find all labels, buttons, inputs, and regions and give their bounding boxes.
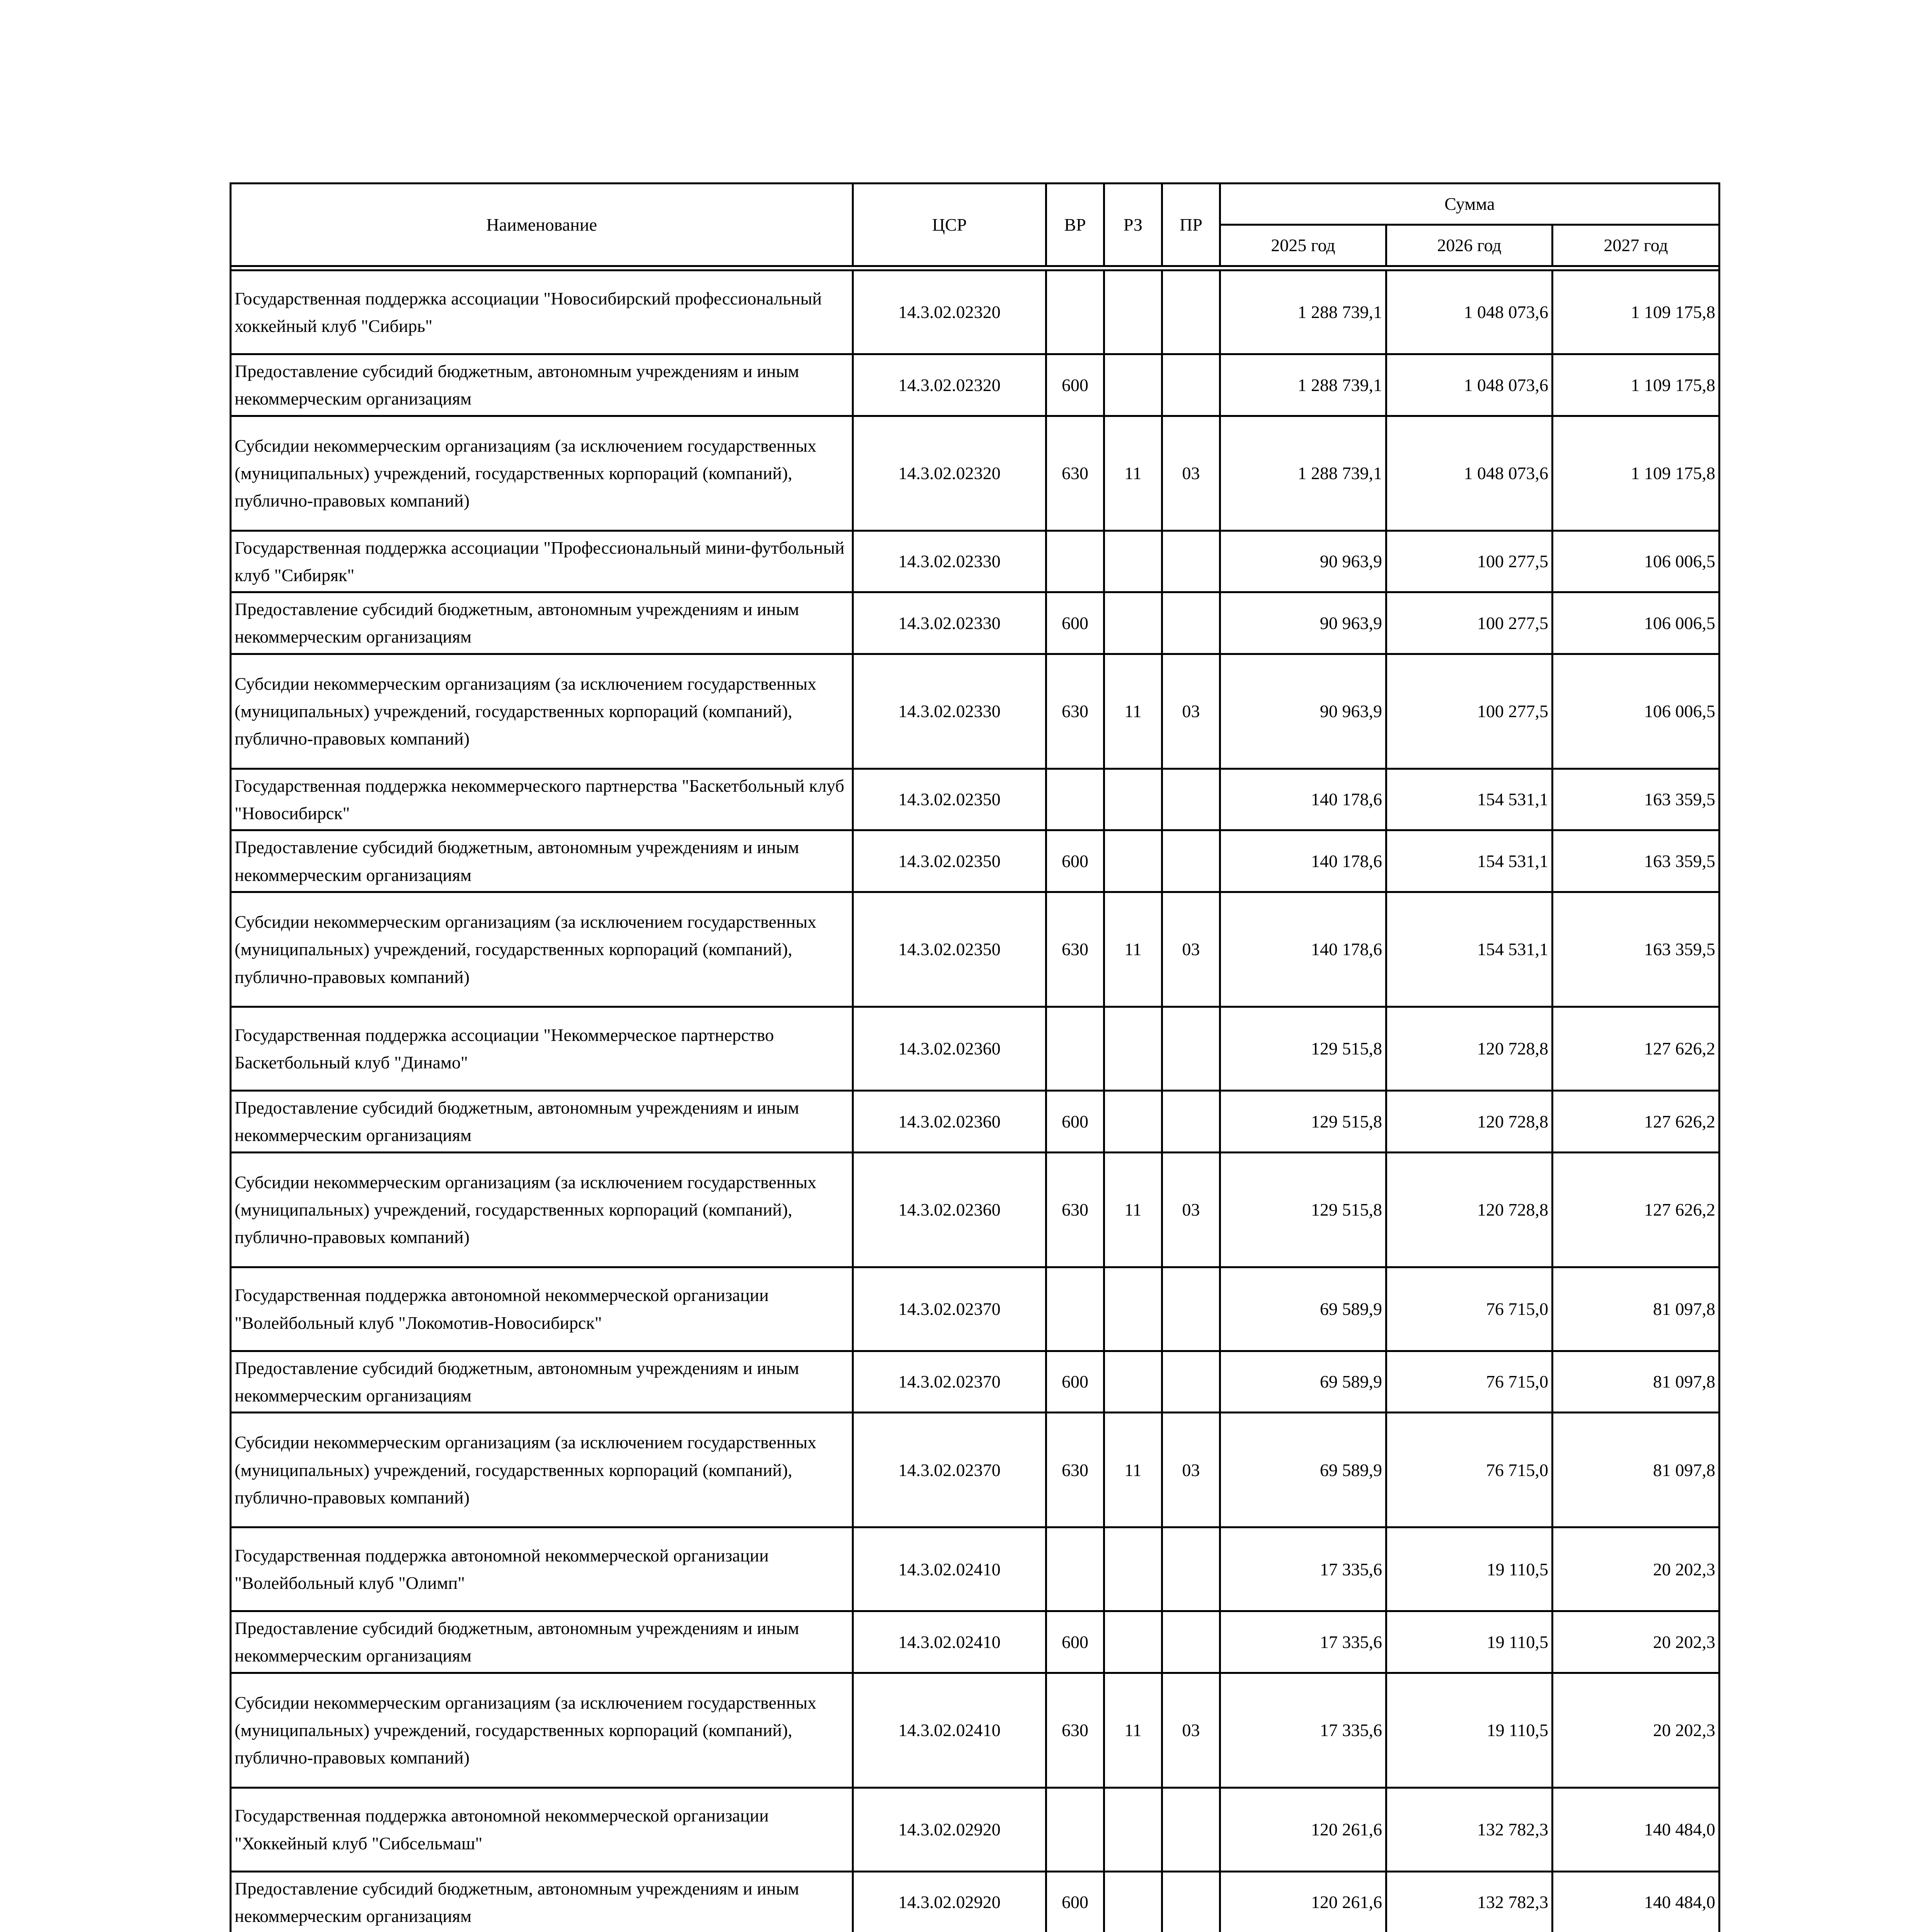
- row-pr: [1162, 592, 1220, 654]
- row-vr: [1046, 270, 1104, 354]
- table-row: [231, 354, 1720, 416]
- row-amount-2027: 140 484,0: [1553, 1787, 1720, 1871]
- row-amount-2026: 1 048 073,6: [1386, 270, 1553, 354]
- row-name: Предоставление субсидий бюджетным, автономным учреждениям и иным некоммерческим организациям: [231, 1611, 853, 1673]
- row-csr: 14.3.02.02350: [853, 830, 1046, 892]
- row-csr: 14.3.02.02370: [853, 1267, 1046, 1351]
- column-header-vr: ВР: [1046, 184, 1104, 266]
- row-pr: [1162, 1527, 1220, 1611]
- row-rz: [1104, 270, 1162, 354]
- row-amount-2025: 120 261,6: [1220, 1871, 1386, 1932]
- table-row: [231, 654, 1720, 769]
- row-amount-2026: 1 048 073,6: [1386, 416, 1553, 531]
- row-amount-2027: 81 097,8: [1553, 1413, 1720, 1527]
- row-rz: [1104, 1267, 1162, 1351]
- row-vr: 630: [1046, 654, 1104, 769]
- row-pr: 03: [1162, 654, 1220, 769]
- column-header-sum: Сумма: [1220, 184, 1720, 225]
- row-name: Субсидии некоммерческим организациям (за исключением государственных (муниципальных) учреждений, государственных корпораций (компаний), публично-правовых компаний): [231, 416, 853, 531]
- row-amount-2026: 100 277,5: [1386, 592, 1553, 654]
- row-amount-2027: 163 359,5: [1553, 892, 1720, 1007]
- row-amount-2025: 129 515,8: [1220, 1152, 1386, 1267]
- row-vr: [1046, 769, 1104, 830]
- row-name: Субсидии некоммерческим организациям (за исключением государственных (муниципальных) учреждений, государственных корпораций (компаний), публично-правовых компаний): [231, 892, 853, 1007]
- row-rz: 11: [1104, 654, 1162, 769]
- row-csr: 14.3.02.02370: [853, 1413, 1046, 1527]
- row-amount-2027: 140 484,0: [1553, 1871, 1720, 1932]
- row-vr: 630: [1046, 1673, 1104, 1787]
- row-amount-2026: 120 728,8: [1386, 1090, 1553, 1152]
- row-amount-2025: 129 515,8: [1220, 1090, 1386, 1152]
- row-amount-2026: 132 782,3: [1386, 1871, 1553, 1932]
- row-name: Государственная поддержка автономной некоммерческой организации "Волейбольный клуб "Локомотив-Новосибирск": [231, 1267, 853, 1351]
- column-header-name: Наименование: [231, 184, 853, 266]
- row-rz: [1104, 1090, 1162, 1152]
- row-amount-2026: 76 715,0: [1386, 1267, 1553, 1351]
- row-amount-2026: 19 110,5: [1386, 1673, 1553, 1787]
- column-header-2027: 2027 год: [1553, 225, 1720, 266]
- table-row: [231, 769, 1720, 830]
- row-rz: 11: [1104, 416, 1162, 531]
- table-row: [231, 531, 1720, 592]
- table-row: [231, 830, 1720, 892]
- table-row: [231, 1007, 1720, 1090]
- table-row: [231, 1787, 1720, 1871]
- row-csr: 14.3.02.02330: [853, 592, 1046, 654]
- row-amount-2026: 154 531,1: [1386, 892, 1553, 1007]
- row-csr: 14.3.02.02920: [853, 1871, 1046, 1932]
- row-amount-2026: 76 715,0: [1386, 1351, 1553, 1413]
- column-header-rz: РЗ: [1104, 184, 1162, 266]
- table-row: [231, 592, 1720, 654]
- row-pr: [1162, 1351, 1220, 1413]
- row-csr: 14.3.02.02320: [853, 354, 1046, 416]
- row-amount-2027: 20 202,3: [1553, 1673, 1720, 1787]
- row-pr: [1162, 1267, 1220, 1351]
- row-vr: 630: [1046, 892, 1104, 1007]
- row-csr: 14.3.02.02350: [853, 769, 1046, 830]
- table-row: [231, 1152, 1720, 1267]
- row-vr: 600: [1046, 1090, 1104, 1152]
- column-header-2025: 2025 год: [1220, 225, 1386, 266]
- table-row: [231, 270, 1720, 354]
- row-rz: [1104, 354, 1162, 416]
- row-name: Государственная поддержка автономной некоммерческой организации "Волейбольный клуб "Олимп": [231, 1527, 853, 1611]
- row-name: Субсидии некоммерческим организациям (за исключением государственных (муниципальных) учреждений, государственных корпораций (компаний), публично-правовых компаний): [231, 1152, 853, 1267]
- row-amount-2027: 81 097,8: [1553, 1351, 1720, 1413]
- row-pr: [1162, 769, 1220, 830]
- header-separator-cell: [231, 266, 1720, 270]
- row-pr: 03: [1162, 1152, 1220, 1267]
- row-csr: 14.3.02.02370: [853, 1351, 1046, 1413]
- row-amount-2027: 1 109 175,8: [1553, 416, 1720, 531]
- row-csr: 14.3.02.02330: [853, 654, 1046, 769]
- row-pr: [1162, 270, 1220, 354]
- row-pr: 03: [1162, 1673, 1220, 1787]
- row-pr: [1162, 354, 1220, 416]
- row-amount-2025: 69 589,9: [1220, 1351, 1386, 1413]
- row-amount-2025: 17 335,6: [1220, 1673, 1386, 1787]
- row-amount-2025: 90 963,9: [1220, 654, 1386, 769]
- row-vr: 600: [1046, 830, 1104, 892]
- row-vr: [1046, 1527, 1104, 1611]
- row-amount-2025: 69 589,9: [1220, 1267, 1386, 1351]
- row-amount-2027: 106 006,5: [1553, 531, 1720, 592]
- row-amount-2025: 140 178,6: [1220, 892, 1386, 1007]
- row-amount-2025: 140 178,6: [1220, 830, 1386, 892]
- row-amount-2027: 127 626,2: [1553, 1007, 1720, 1090]
- row-vr: 630: [1046, 1152, 1104, 1267]
- row-vr: 600: [1046, 1611, 1104, 1673]
- row-csr: 14.3.02.02410: [853, 1527, 1046, 1611]
- row-name: Субсидии некоммерческим организациям (за исключением государственных (муниципальных) учреждений, государственных корпораций (компаний), публично-правовых компаний): [231, 654, 853, 769]
- row-amount-2025: 140 178,6: [1220, 769, 1386, 830]
- row-amount-2027: 127 626,2: [1553, 1090, 1720, 1152]
- row-pr: [1162, 1871, 1220, 1932]
- row-csr: 14.3.02.02320: [853, 416, 1046, 531]
- row-amount-2026: 1 048 073,6: [1386, 354, 1553, 416]
- row-amount-2025: 17 335,6: [1220, 1611, 1386, 1673]
- row-rz: [1104, 1787, 1162, 1871]
- row-amount-2026: 100 277,5: [1386, 654, 1553, 769]
- row-rz: [1104, 592, 1162, 654]
- row-csr: 14.3.02.02360: [853, 1152, 1046, 1267]
- row-vr: [1046, 1007, 1104, 1090]
- column-header-2026: 2026 год: [1386, 225, 1553, 266]
- table-row: [231, 1267, 1720, 1351]
- row-amount-2026: 120 728,8: [1386, 1152, 1553, 1267]
- table-row: [231, 1611, 1720, 1673]
- row-name: Государственная поддержка некоммерческого партнерства "Баскетбольный клуб "Новосибирск": [231, 769, 853, 830]
- table-row: [231, 1413, 1720, 1527]
- row-rz: 11: [1104, 1413, 1162, 1527]
- row-amount-2025: 129 515,8: [1220, 1007, 1386, 1090]
- row-name: Государственная поддержка ассоциации "Профессиональный мини-футбольный клуб "Сибиряк": [231, 531, 853, 592]
- table-row: [231, 892, 1720, 1007]
- row-rz: [1104, 1871, 1162, 1932]
- row-amount-2027: 1 109 175,8: [1553, 270, 1720, 354]
- row-rz: [1104, 1611, 1162, 1673]
- row-pr: [1162, 1611, 1220, 1673]
- row-csr: 14.3.02.02320: [853, 270, 1046, 354]
- table-body: [231, 270, 1720, 1932]
- row-name: Предоставление субсидий бюджетным, автономным учреждениям и иным некоммерческим организациям: [231, 1090, 853, 1152]
- row-vr: [1046, 531, 1104, 592]
- row-amount-2027: 20 202,3: [1553, 1611, 1720, 1673]
- row-amount-2027: 106 006,5: [1553, 654, 1720, 769]
- table-row: [231, 1351, 1720, 1413]
- row-name: Предоставление субсидий бюджетным, автономным учреждениям и иным некоммерческим организациям: [231, 354, 853, 416]
- row-amount-2025: 69 589,9: [1220, 1413, 1386, 1527]
- row-amount-2026: 132 782,3: [1386, 1787, 1553, 1871]
- row-rz: [1104, 1351, 1162, 1413]
- row-csr: 14.3.02.02360: [853, 1007, 1046, 1090]
- header-row-top: [231, 184, 1720, 225]
- row-amount-2027: 20 202,3: [1553, 1527, 1720, 1611]
- row-amount-2025: 90 963,9: [1220, 531, 1386, 592]
- row-amount-2027: 127 626,2: [1553, 1152, 1720, 1267]
- column-header-csr: ЦСР: [853, 184, 1046, 266]
- row-pr: 03: [1162, 892, 1220, 1007]
- row-name: Государственная поддержка ассоциации "Некоммерческое партнерство Баскетбольный клуб "Динамо": [231, 1007, 853, 1090]
- row-pr: [1162, 1090, 1220, 1152]
- row-amount-2026: 19 110,5: [1386, 1527, 1553, 1611]
- row-vr: 630: [1046, 1413, 1104, 1527]
- row-vr: 630: [1046, 416, 1104, 531]
- row-amount-2026: 100 277,5: [1386, 531, 1553, 592]
- row-rz: [1104, 1527, 1162, 1611]
- row-rz: [1104, 830, 1162, 892]
- row-amount-2026: 19 110,5: [1386, 1611, 1553, 1673]
- row-amount-2025: 90 963,9: [1220, 592, 1386, 654]
- row-csr: 14.3.02.02410: [853, 1673, 1046, 1787]
- row-pr: [1162, 531, 1220, 592]
- row-rz: [1104, 769, 1162, 830]
- row-csr: 14.3.02.02350: [853, 892, 1046, 1007]
- row-rz: [1104, 1007, 1162, 1090]
- row-pr: [1162, 1787, 1220, 1871]
- row-name: Предоставление субсидий бюджетным, автономным учреждениям и иным некоммерческим организациям: [231, 830, 853, 892]
- row-vr: [1046, 1787, 1104, 1871]
- row-amount-2027: 106 006,5: [1553, 592, 1720, 654]
- row-vr: 600: [1046, 354, 1104, 416]
- row-name: Государственная поддержка автономной некоммерческой организации "Хоккейный клуб "Сибсельмаш": [231, 1787, 853, 1871]
- row-vr: 600: [1046, 1871, 1104, 1932]
- row-amount-2025: 1 288 739,1: [1220, 416, 1386, 531]
- row-name: Предоставление субсидий бюджетным, автономным учреждениям и иным некоммерческим организациям: [231, 1871, 853, 1932]
- row-rz: 11: [1104, 1152, 1162, 1267]
- column-header-pr: ПР: [1162, 184, 1220, 266]
- row-name: Субсидии некоммерческим организациям (за исключением государственных (муниципальных) учреждений, государственных корпораций (компаний), публично-правовых компаний): [231, 1413, 853, 1527]
- row-pr: 03: [1162, 1413, 1220, 1527]
- row-name: Государственная поддержка ассоциации "Новосибирский профессиональный хоккейный клуб "Сибирь": [231, 270, 853, 354]
- row-amount-2027: 1 109 175,8: [1553, 354, 1720, 416]
- budget-table: [230, 182, 1720, 1932]
- row-amount-2025: 1 288 739,1: [1220, 354, 1386, 416]
- table-row: [231, 416, 1720, 531]
- row-rz: 11: [1104, 1673, 1162, 1787]
- row-name: Предоставление субсидий бюджетным, автономным учреждениям и иным некоммерческим организациям: [231, 592, 853, 654]
- row-amount-2025: 120 261,6: [1220, 1787, 1386, 1871]
- row-rz: [1104, 531, 1162, 592]
- row-pr: [1162, 1007, 1220, 1090]
- row-amount-2026: 120 728,8: [1386, 1007, 1553, 1090]
- row-csr: 14.3.02.02410: [853, 1611, 1046, 1673]
- row-amount-2026: 76 715,0: [1386, 1413, 1553, 1527]
- row-name: Предоставление субсидий бюджетным, автономным учреждениям и иным некоммерческим организациям: [231, 1351, 853, 1413]
- row-csr: 14.3.02.02360: [853, 1090, 1046, 1152]
- table-row: [231, 1871, 1720, 1932]
- row-amount-2027: 81 097,8: [1553, 1267, 1720, 1351]
- table-row: [231, 1673, 1720, 1787]
- row-vr: 600: [1046, 1351, 1104, 1413]
- row-amount-2026: 154 531,1: [1386, 830, 1553, 892]
- row-pr: 03: [1162, 416, 1220, 531]
- row-amount-2025: 17 335,6: [1220, 1527, 1386, 1611]
- row-rz: 11: [1104, 892, 1162, 1007]
- row-vr: [1046, 1267, 1104, 1351]
- row-csr: 14.3.02.02330: [853, 531, 1046, 592]
- row-amount-2026: 154 531,1: [1386, 769, 1553, 830]
- row-amount-2025: 1 288 739,1: [1220, 270, 1386, 354]
- row-name: Субсидии некоммерческим организациям (за исключением государственных (муниципальных) учреждений, государственных корпораций (компаний), публично-правовых компаний): [231, 1673, 853, 1787]
- header-separator: [231, 266, 1720, 270]
- row-amount-2027: 163 359,5: [1553, 769, 1720, 830]
- table-row: [231, 1527, 1720, 1611]
- row-vr: 600: [1046, 592, 1104, 654]
- row-amount-2027: 163 359,5: [1553, 830, 1720, 892]
- row-csr: 14.3.02.02920: [853, 1787, 1046, 1871]
- table-row: [231, 1090, 1720, 1152]
- row-pr: [1162, 830, 1220, 892]
